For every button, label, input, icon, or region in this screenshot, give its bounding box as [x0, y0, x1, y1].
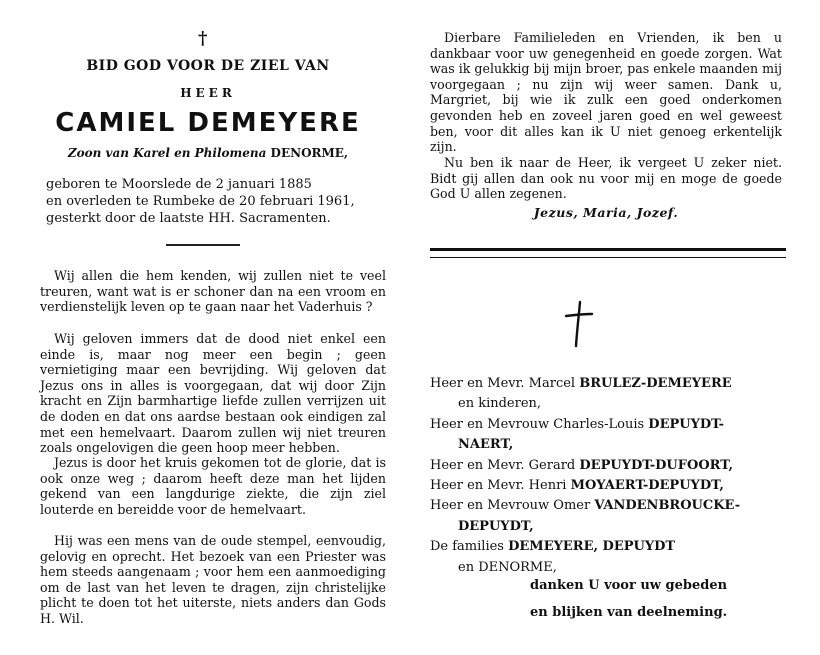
farewell-paragraph: Dierbare Familieleden en Vrienden, ik ben u dankbaar voor uw genegenheid en goede zorgen. Wat was ik gelukkig bij mijn broer, pas enkele maanden mij voorgegaan ; nu zijn wij weer samen. Dank u, Margriet, bij wie ik zulk een goed onderkomen gevonden heb en zoveel jaren goed en wel geweest ben, voor dit alles kan ik U niet genoeg erkentelijk zijn.: [430, 30, 782, 155]
life-details: [46, 176, 386, 227]
death-line: en overleden te Rumbeke de 20 februari 1961,: [46, 194, 355, 209]
family-entry: De families DEMEYERE, DEPUYDT: [430, 539, 676, 555]
parents-surname: DENORME,: [270, 146, 349, 160]
divider: [166, 244, 240, 246]
farewell-paragraph: Nu ben ik naar de Heer, ik vergeet U zeker niet. Bidt gij allen dan ook nu voor mij en moge de goede God U allen zegenen.: [430, 155, 782, 202]
deceased-name: CAMIEL DEMEYERE: [55, 108, 361, 138]
prayer-heading: BID GOD VOOR DE ZIEL VAN: [86, 58, 330, 74]
cross-icon: †: [198, 28, 208, 49]
paragraph: Wij allen die hem kenden, wij zullen niet te veel treuren, want wat is er schoner dan na een vroom en verdienstelijk leven op te gaan naar het Vaderhuis ?: [40, 268, 386, 315]
double-rule-thick: [430, 248, 786, 251]
parents-line: [28, 146, 388, 160]
thanks-line: danken U voor uw gebeden: [530, 578, 728, 593]
family-entry: en kinderen,: [458, 396, 542, 412]
family-entry: en DENORME,: [458, 559, 557, 575]
cross-icon: [564, 300, 594, 348]
signature-line: Jezus, Maria, Jozef.: [533, 205, 679, 220]
family-entry: Heer en Mevrouw Omer VANDENBROUCKE-: [430, 498, 741, 514]
family-entry: DEPUYDT,: [458, 518, 534, 534]
family-entry: Heer en Mevrouw Charles-Louis DEPUYDT-: [430, 416, 725, 432]
birth-line: geboren te Moorslede de 2 januari 1885: [46, 177, 312, 192]
family-entry: Heer en Mevr. Gerard DEPUYDT-DUFOORT,: [430, 457, 733, 473]
parents-text: Zoon van Karel en Philomena: [67, 146, 267, 160]
family-entry: Heer en Mevr. Henri MOYAERT-DEPUYDT,: [430, 478, 724, 494]
paragraph: Hij was een mens van de oude stempel, eenvoudig, gelovig en oprecht. Het bezoek van een Priester was hem steeds aangenaam ; voor hem een aanmoediging om de last van het leven te dragen, zijn christelijke plicht te doen tot het uiterste, niets anders dan Gods H. Wil.: [40, 533, 386, 626]
double-rule-thin: [430, 257, 786, 258]
family-entry: NAERT,: [458, 437, 514, 453]
title-heer: HEER: [180, 86, 236, 100]
family-entry: Heer en Mevr. Marcel BRULEZ-DEMEYERE: [430, 376, 732, 391]
family-list: [430, 374, 790, 578]
thanks-line: en blijken van deelneming.: [530, 605, 728, 620]
sacraments-line: gesterkt door de laatste HH. Sacramenten.: [46, 211, 331, 226]
paragraph: Jezus is door het kruis gekomen tot de glorie, dat is ook onze weg ; daarom heeft deze man het lijden gekend van een langdurige ziekte, die zijn ziel louterde en bereidde voor de hemelvaart.: [40, 455, 386, 517]
paragraph: Wij geloven immers dat de dood niet enkel een einde is, maar nog meer een begin ; geen vernietiging maar een bevrijding. Wij geloven dat Jezus ons in alles is voorgegaan, dat wij door Zijn kracht en Zijn barmhartige liefde zullen verrijzen uit de doden en dat ons aardse bestaan ook eindigen zal met een hemelvaart. Daarom zullen wij niet treuren zoals ongelovigen die geen hoop meer hebben.: [40, 331, 386, 456]
